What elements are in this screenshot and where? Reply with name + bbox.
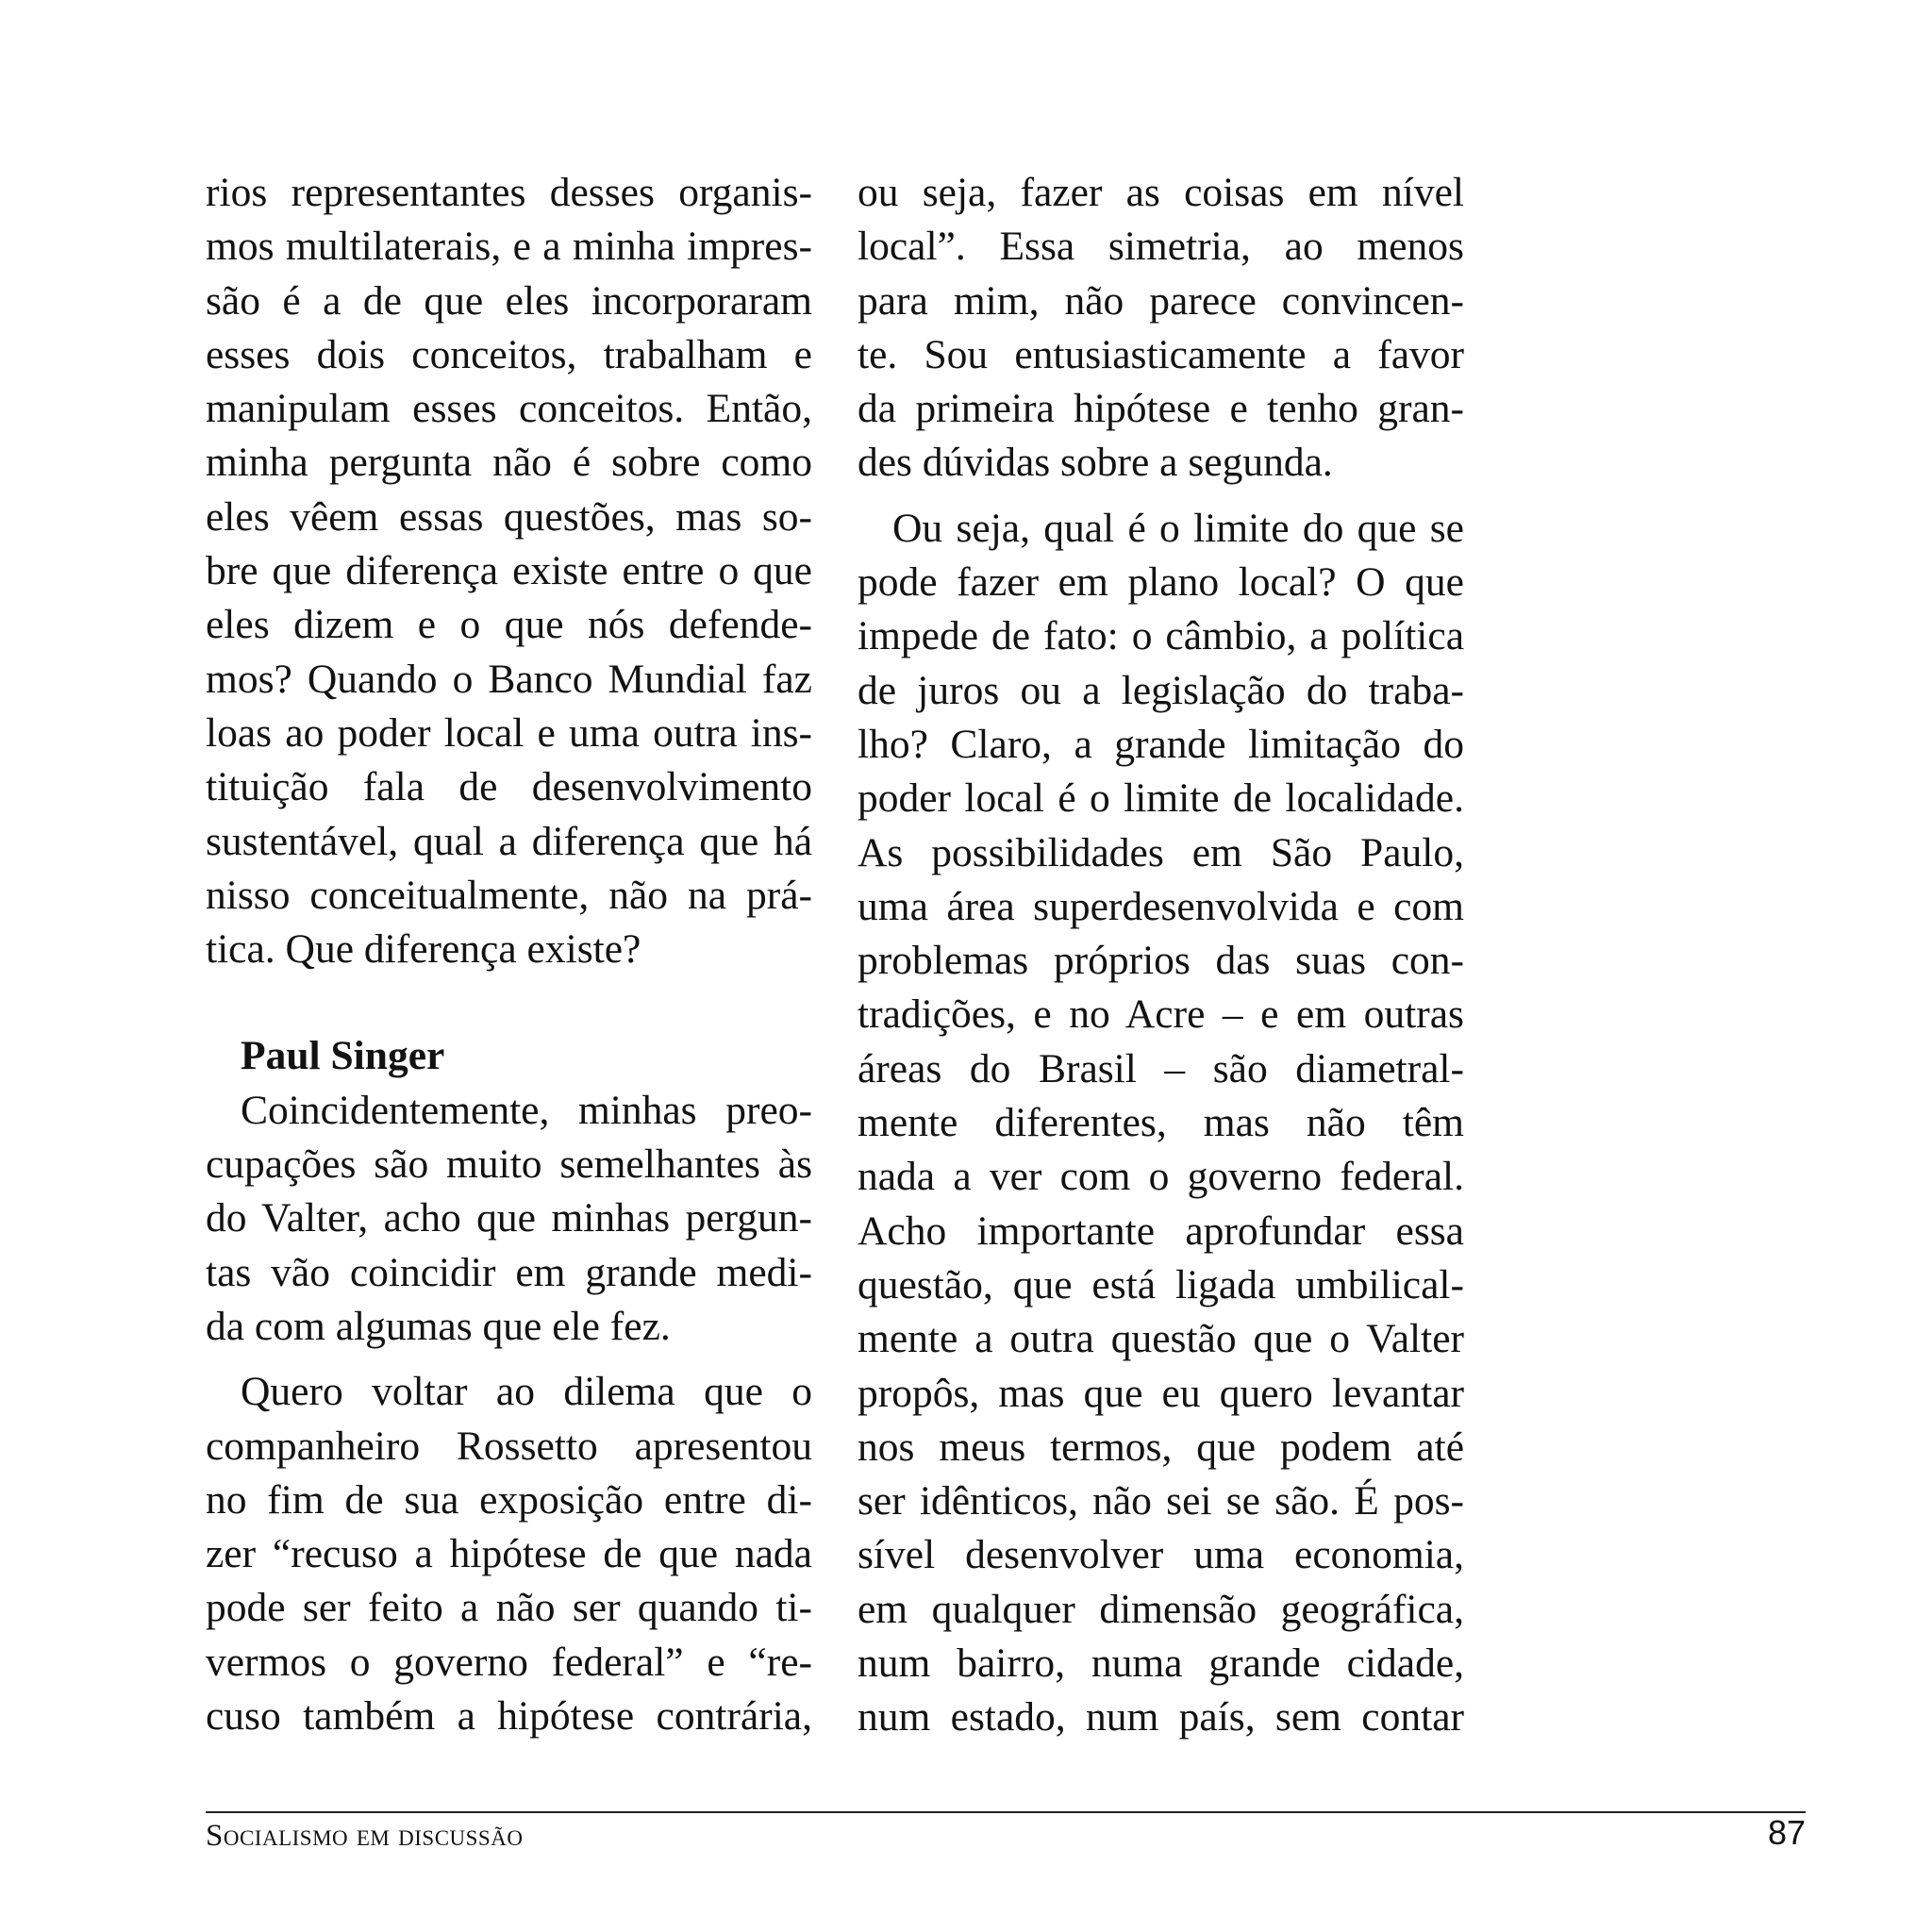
text-line: As possibilidades em São Paulo, <box>858 829 1464 875</box>
text-line: tas vão coincidir em grande medi- <box>206 1249 812 1295</box>
text-line: cupações são muito semelhantes às <box>206 1141 812 1188</box>
text-line: poder local é o limite de localidade. <box>858 775 1464 822</box>
text-line: loas ao poder local e uma outra ins- <box>206 709 812 756</box>
text-line: te. Sou entusiasticamente a favor <box>858 331 1464 377</box>
text-line: impede de fato: o câmbio, a política <box>858 613 1464 659</box>
speaker-name: Paul Singer <box>241 1033 445 1079</box>
page-number: 87 <box>1767 1813 1806 1852</box>
text-line: da primeira hipótese e tenho gran- <box>858 386 1464 432</box>
text-line: problemas próprios das suas con- <box>858 938 1464 984</box>
text-line: tradições, e no Acre – e em outras <box>858 991 1464 1038</box>
text-line: áreas do Brasil – são diametral- <box>858 1045 1464 1091</box>
spacer <box>206 976 812 1029</box>
running-footer-title: Socialismo em discussão <box>206 1819 524 1853</box>
text-line: ser idênticos, não sei se são. É pos- <box>858 1478 1464 1524</box>
text-line: num estado, num país, sem contar <box>858 1694 1464 1740</box>
text-line: des dúvidas sobre a segunda. <box>858 440 1333 486</box>
text-line: local”. Essa simetria, ao menos <box>858 224 1464 270</box>
text-line: nada a ver com o governo federal. <box>858 1154 1464 1200</box>
text-line: questão, que está ligada umbilical- <box>858 1261 1464 1307</box>
right-column <box>858 166 1464 1745</box>
text-line: mos? Quando o Banco Mundial faz <box>206 656 812 702</box>
text-line: da com algumas que ele fez. <box>206 1303 671 1349</box>
text-line: mente a outra questão que o Valter <box>858 1316 1464 1362</box>
text-line: do Valter, acho que minhas pergun- <box>206 1195 812 1241</box>
text-line: tica. Que diferença existe? <box>206 926 641 973</box>
text-line: manipulam esses conceitos. Então, <box>206 386 812 432</box>
text-line: mente diferentes, mas não têm <box>858 1100 1464 1146</box>
text-line: Ou seja, qual é o limite do que se <box>892 505 1464 551</box>
left-column <box>206 166 812 1743</box>
text-line: bre que diferença existe entre o que <box>206 548 812 594</box>
text-line: uma área superdesenvolvida e com <box>858 883 1464 929</box>
text-line: Quero voltar ao dilema que o <box>241 1369 812 1415</box>
text-line: vermos o governo federal” e “re- <box>206 1639 812 1685</box>
text-line: pode fazer em plano local? O que <box>858 559 1464 606</box>
text-line: zer “recuso a hipótese de que nada <box>206 1531 812 1577</box>
text-line: Acho importante aprofundar essa <box>858 1208 1464 1254</box>
text-line: nos meus termos, que podem até <box>858 1424 1464 1470</box>
text-line: para mim, não parece convincen- <box>858 277 1464 324</box>
text-line: em qualquer dimensão geográfica, <box>858 1586 1464 1632</box>
text-line: lho? Claro, a grande limitação do <box>858 721 1464 767</box>
text-line: no fim de sua exposição entre di- <box>206 1476 812 1523</box>
spacer <box>858 491 1464 502</box>
text-line: companheiro Rossetto apresentou <box>206 1423 812 1469</box>
paragraph-continued <box>206 166 812 976</box>
paragraph <box>858 502 1464 1745</box>
paragraph <box>206 1084 812 1354</box>
text-line: cuso também a hipótese contrária, <box>206 1693 812 1740</box>
text-line: esses dois conceitos, trabalham e <box>206 331 812 377</box>
paragraph <box>206 1365 812 1743</box>
text-line: propôs, mas que eu quero levantar <box>858 1370 1464 1416</box>
text-line: eles vêem essas questões, mas so- <box>206 493 812 540</box>
text-line: nisso conceitualmente, não na prá- <box>206 872 812 918</box>
text-line: rios representantes desses organis- <box>206 170 812 215</box>
text-line: de juros ou a legislação do traba- <box>858 667 1464 713</box>
footer-divider <box>206 1811 1806 1813</box>
text-line: eles dizem e o que nós defende- <box>206 602 812 648</box>
text-line: Coincidentemente, minhas preo- <box>241 1087 812 1133</box>
text-line: pode ser feito a não ser quando ti- <box>206 1585 812 1631</box>
text-line: sustentável, qual a diferença que há <box>206 818 812 864</box>
text-line: são é a de que eles incorporaram <box>206 277 812 324</box>
text-line: ou seja, fazer as coisas em nível <box>858 170 1464 215</box>
text-line: sível desenvolver uma economia, <box>858 1532 1464 1578</box>
text-line: tituição fala de desenvolvimento <box>206 764 812 810</box>
text-line: mos multilaterais, e a minha impres- <box>206 224 812 270</box>
spacer <box>206 1354 812 1365</box>
text-line: minha pergunta não é sobre como <box>206 440 812 486</box>
paragraph-continued <box>858 166 1464 491</box>
text-line: num bairro, numa grande cidade, <box>858 1641 1464 1687</box>
